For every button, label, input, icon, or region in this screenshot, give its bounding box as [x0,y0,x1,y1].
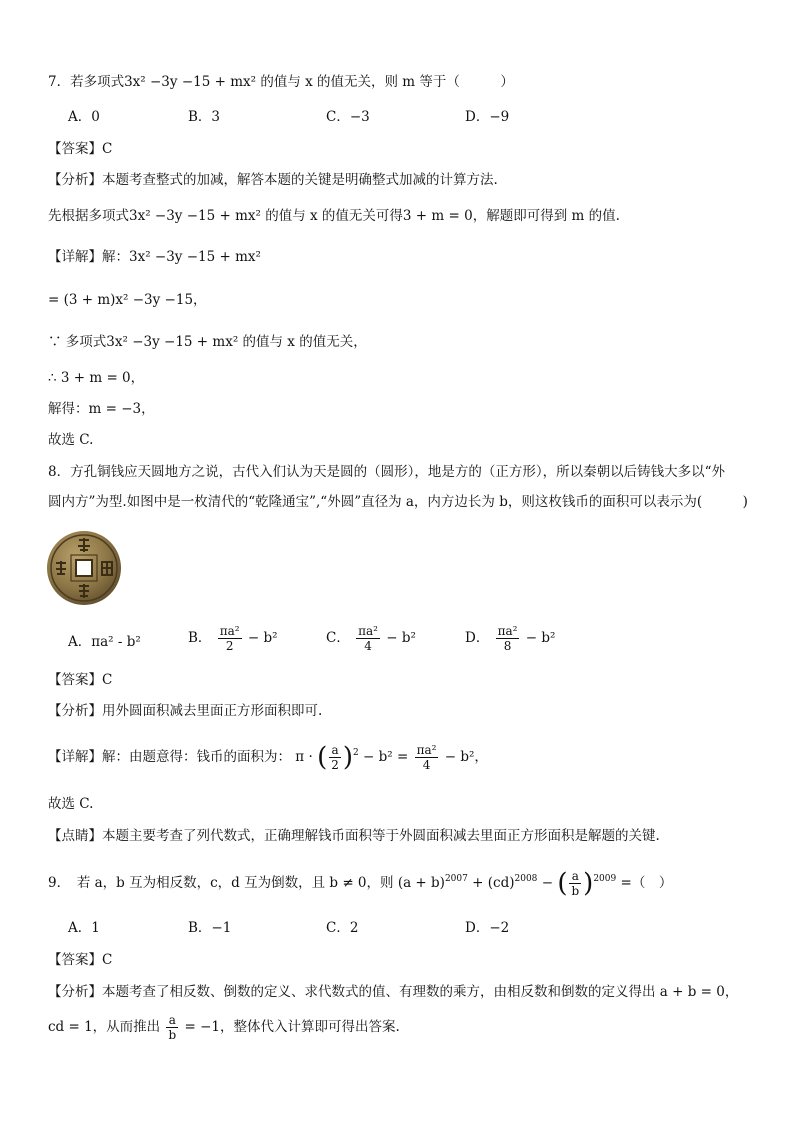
q8-detail-fraction [329,743,341,772]
q9-paren-open: ( [557,868,568,899]
q9-frac-den: b [571,884,580,898]
q9-analysis-2-prefix: cd = 1，从而推出 [48,1019,161,1035]
q8-option-c-label: C． [326,630,350,646]
q9-option-a: A．1 [68,920,100,936]
q8-option-d-label: D． [465,630,490,646]
q9-expr-3: − [541,875,554,891]
q9-expr-2: + (cd) [472,875,515,891]
q8-option-b-den: 2 [225,639,234,653]
q8-option-b-num: πa² [219,624,240,638]
q8-option-c-num: πa² [358,624,378,638]
q8-option-c-tail: − b² [386,630,416,646]
q9-analysis-2-num: a [166,1013,178,1028]
q9-analysis-2 [48,1010,400,1044]
q8-option-c-fraction [356,624,380,653]
q8-stem-1: 8．方孔铜钱应天圆地方之说，古代入们认为天是圆的（圆形），地是方的（正方形），所以秦朝以后铸钱大多以“外 [48,464,725,480]
q7-option-b: B．3 [188,109,221,125]
q8-detail-paren-open: ( [317,742,328,773]
q9-option-b: B．−1 [188,920,232,936]
q8-option-b [188,624,278,653]
q8-option-c-den: 4 [364,639,372,653]
q9-frac-num: a [569,869,581,884]
q7-detail-2: = (3 + m)x² −3y −15， [48,292,207,308]
q8-option-d-tail: − b² [525,630,556,646]
q9-stem-prefix: 9． 若 a，b 互为相反数，c，d 互为倒数，且 b ≠ 0，则 [48,875,394,891]
q9-exp-2: 2008 [514,874,538,884]
q9-expr-1: (a + b) [397,875,445,891]
q9-analysis-2-den: b [168,1028,177,1042]
q9-analysis-2-fraction [166,1013,178,1042]
q8-option-b-fraction [218,624,242,653]
q8-choose: 故选 C. [48,796,94,812]
q9-tail: =（ ） [620,875,673,891]
q8-option-b-tail: − b² [247,630,278,646]
q7-stem: 7．若多项式3x² −3y −15 + mx² 的值与 x 的值无关，则 m 等于（ ） [48,74,514,90]
q8-analysis: 【分析】用外圆面积减去里面正方形面积即可. [48,703,323,719]
q9-paren-close: ) [583,868,594,899]
q8-option-a: A．πa² - b² [68,634,141,650]
q9-fraction [569,869,581,898]
q9-option-c: C．2 [326,920,359,936]
q7-detail-5: 解得：m = −3， [48,401,155,417]
q7-detail-6: 故选 C. [48,432,94,448]
q8-detail-prefix: 【详解】解：由题意得：钱币的面积为： [48,749,291,765]
q9-exp-3: 2009 [593,874,617,884]
q7-option-c: C．−3 [326,109,370,125]
q7-detail-4: ∴ 3 + m = 0， [48,370,145,386]
q8-detail-pi: π · [295,749,313,765]
q8-detail-paren-close: ) [342,742,354,773]
q9-exp-1: 2007 [444,874,468,884]
qianlong-coin-image [46,530,122,606]
q8-option-d-num: πa² [497,624,518,638]
q7-option-d: D．−9 [465,109,510,125]
q9-option-d: D．−2 [465,920,510,936]
q8-detail [48,737,488,778]
q8-detail-square: 2 [353,748,359,758]
q7-analysis-1: 【分析】本题考查整式的加减，解答本题的关键是明确整式加减的计算方法. [48,172,498,188]
q8-detail-mid: − b² = [363,749,409,765]
q8-detail-result-num: πa² [416,743,437,757]
q7-detail-1: 【详解】解：3x² −3y −15 + mx² [48,249,261,265]
q8-option-d [465,624,555,653]
q8-option-c [326,624,416,653]
q9-stem [48,866,672,901]
q8-detail-result-fraction [415,743,439,772]
q8-comment: 【点睛】本题主要考查了列代数式，正确理解钱币面积等于外圆面积减去里面正方形面积是解题的关键. [48,828,660,844]
q8-detail-result-den: 4 [422,758,431,772]
q8-detail-tail: − b²， [444,749,488,765]
q7-answer: 【答案】C [48,141,113,157]
q8-option-d-den: 8 [503,639,512,653]
q9-analysis-1: 【分析】本题考查了相反数、倒数的定义、求代数式的值、有理数的乘方，由相反数和倒数的定义得出 a + b = 0， [48,984,739,1000]
q8-stem-2: 圆内方”为型.如图中是一枚清代的“乾隆通宝”,“外圆”直径为 a，内方边长为 b，则这枚钱币的面积可以表示为( ) [48,494,748,510]
q9-answer: 【答案】C [48,952,113,968]
q7-analysis-2: 先根据多项式3x² −3y −15 + mx² 的值与 x 的值无关可得3 + m = 0，解题即可得到 m 的值. [48,208,620,224]
q7-option-a: A．0 [68,109,100,125]
q8-detail-frac-num: a [329,743,341,758]
q7-detail-3: ∵ 多项式3x² −3y −15 + mx² 的值与 x 的值无关， [48,334,367,350]
q8-detail-frac-den: 2 [331,758,339,772]
q9-analysis-2-tail: = −1，整体代入计算即可得出答案. [184,1019,400,1035]
q8-option-d-fraction [496,624,520,653]
q8-answer: 【答案】C [48,672,113,688]
q8-option-b-label: B． [188,630,212,646]
